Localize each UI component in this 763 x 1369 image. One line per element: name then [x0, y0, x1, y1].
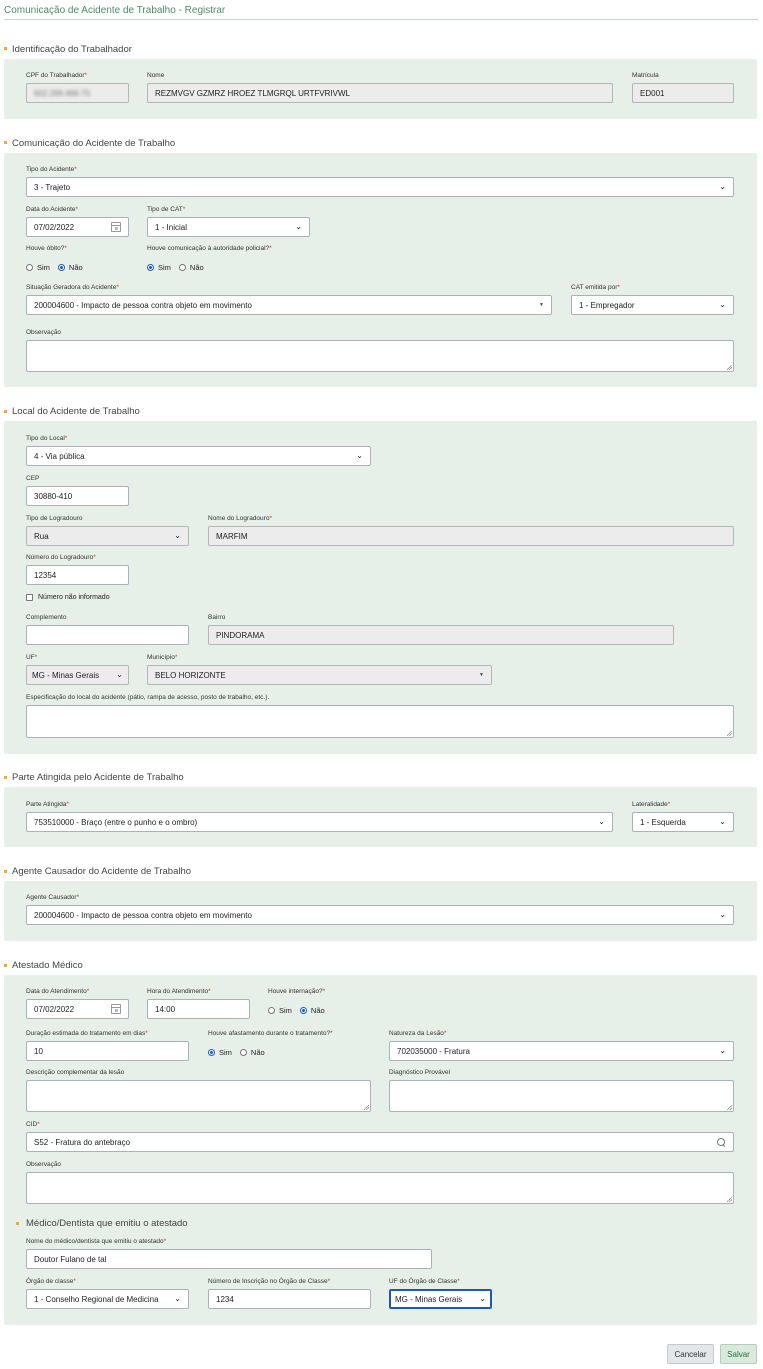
- inscricao-label: Número de Inscrição no Órgão de Classe*: [208, 1278, 331, 1285]
- tipo-local-select[interactable]: 4 - Via pública ⌄: [26, 446, 371, 466]
- section-title-agente: Agente Causador do Acidente de Trabalho: [12, 866, 192, 877]
- descricao-textarea[interactable]: [26, 1080, 371, 1112]
- duracao-input[interactable]: 10: [26, 1041, 189, 1061]
- hora-atendimento-input[interactable]: 14:00: [147, 999, 250, 1019]
- tipo-acidente-label: Tipo do Acidente*: [26, 166, 77, 173]
- chevron-down-icon: ⌄: [719, 910, 726, 919]
- policia-sim-radio[interactable]: [147, 264, 154, 271]
- tipo-cat-label: Tipo de CAT*: [147, 206, 186, 213]
- natureza-select[interactable]: 702035000 - Fratura ⌄: [389, 1041, 734, 1061]
- section-marker: [4, 964, 7, 967]
- chevron-down-icon: ⌄: [295, 222, 302, 231]
- tipo-logradouro-select[interactable]: Rua ⌄: [26, 526, 189, 546]
- uf-orgao-select[interactable]: MG - Minas Gerais ⌄: [389, 1289, 492, 1309]
- chevron-down-icon: ⌄: [719, 182, 726, 191]
- parte-atingida-select[interactable]: 753510000 - Braço (entre o punho e o ombro) ⌄: [26, 812, 613, 832]
- obito-label: Houve óbito?*: [26, 245, 67, 252]
- internacao-label: Houve internação?*: [268, 988, 326, 995]
- afastamento-sim-radio[interactable]: [208, 1049, 215, 1056]
- bairro-input[interactable]: PINDORAMA: [208, 625, 674, 645]
- natureza-label: Natureza da Lesão*: [389, 1030, 447, 1037]
- chevron-down-icon: ⌄: [356, 451, 363, 460]
- section-title-trabalhador: Identificação do Trabalhador: [12, 44, 132, 55]
- hora-atendimento-label: Hora do Atendimento*: [147, 988, 211, 995]
- afastamento-label: Houve afastamento durante o tratamento?*: [208, 1030, 333, 1037]
- complemento-label: Complemento: [26, 614, 67, 621]
- obito-sim-radio[interactable]: [26, 264, 33, 271]
- policia-label: Houve comunicação à autoridade policial?*: [147, 245, 272, 252]
- save-button[interactable]: Salvar: [720, 1344, 757, 1364]
- numero-nao-informado-row: Número não informado: [26, 594, 110, 601]
- obito-radio-group: Sim Não: [26, 263, 83, 272]
- section-marker: [4, 776, 7, 779]
- resize-handle-icon[interactable]: [727, 731, 732, 736]
- cpf-label: CPF do Trabalhador*: [26, 72, 88, 79]
- agente-select[interactable]: 200004600 - Impacto de pessoa contra objeto em movimento ⌄: [26, 905, 734, 925]
- section-title-comunicacao: Comunicação do Acidente de Trabalho: [12, 138, 176, 149]
- observacao-atestado-label: Observação: [26, 1161, 62, 1168]
- cat-emitida-label: CAT emitida por*: [571, 284, 620, 291]
- subsection-title-medico: Médico/Dentista que emitiu o atestado: [26, 1218, 188, 1229]
- chevron-down-icon: ⌄: [719, 1046, 726, 1055]
- cep-input[interactable]: 30880-410: [26, 486, 129, 506]
- situacao-select[interactable]: 200004600 - Impacto de pessoa contra objeto em movimento ▼: [26, 295, 552, 315]
- policia-nao-radio[interactable]: [179, 264, 186, 271]
- municipio-label: Município*: [147, 654, 178, 661]
- policia-radio-group: Sim Não: [147, 263, 204, 272]
- situacao-label: Situação Geradora do Acidente*: [26, 284, 119, 291]
- numero-nao-informado-checkbox[interactable]: [26, 594, 33, 601]
- nome-label: Nome: [147, 72, 165, 79]
- numero-logradouro-input[interactable]: 12354: [26, 565, 129, 585]
- chevron-down-icon: ⌄: [598, 817, 605, 826]
- section-title-atestado: Atestado Médico: [12, 960, 83, 971]
- search-icon[interactable]: [717, 1138, 726, 1147]
- uf-orgao-label: UF do Órgão de Classe*: [389, 1278, 460, 1285]
- tipo-acidente-select[interactable]: 3 - Trajeto ⌄: [26, 177, 734, 197]
- descricao-label: Descrição complementar da lesão: [26, 1069, 125, 1076]
- internacao-radio-group: Sim Não: [268, 1006, 325, 1015]
- medico-nome-input[interactable]: Doutor Fulano de tal: [26, 1249, 432, 1269]
- obito-nao-radio[interactable]: [58, 264, 65, 271]
- nome-field[interactable]: REZMVGV GZMRZ HROEZ TLMGRQL URTFVRIVWL: [147, 83, 613, 103]
- calendar-icon[interactable]: [111, 1004, 121, 1014]
- calendar-icon[interactable]: [111, 222, 121, 232]
- tipo-logradouro-label: Tipo de Logradouro: [26, 515, 83, 522]
- cancel-button[interactable]: Cancelar: [667, 1344, 714, 1364]
- bairro-label: Bairro: [208, 614, 226, 621]
- caret-down-icon: ▼: [539, 302, 544, 308]
- complemento-input[interactable]: [26, 625, 189, 645]
- section-marker: [4, 47, 7, 50]
- data-acidente-input[interactable]: 07/02/2022: [26, 217, 129, 237]
- section-marker: [4, 410, 7, 413]
- cpf-field[interactable]: 602.299.466-70: [26, 83, 129, 103]
- data-atendimento-label: Data do Atendimento*: [26, 988, 90, 995]
- orgao-classe-label: Órgão de classe*: [26, 1278, 76, 1285]
- cid-search-input[interactable]: S52 - Fratura do antebraço: [26, 1132, 734, 1152]
- orgao-classe-select[interactable]: 1 - Conselho Regional de Medicina ⌄: [26, 1289, 189, 1309]
- section-marker: [4, 141, 7, 144]
- cat-emitida-select[interactable]: 1 - Empregador ⌄: [571, 295, 734, 315]
- chevron-down-icon: ⌄: [174, 531, 181, 540]
- parte-atingida-label: Parte Atingida*: [26, 801, 70, 808]
- subsection-marker: [16, 1222, 19, 1225]
- agente-label: Agente Causador*: [26, 894, 80, 901]
- lateralidade-select[interactable]: 1 - Esquerda ⌄: [632, 812, 734, 832]
- numero-logradouro-label: Número do Logradouro*: [26, 554, 96, 561]
- observacao-label: Observação: [26, 329, 62, 336]
- resize-handle-icon[interactable]: [727, 365, 732, 370]
- page-title: Comunicação de Acidente de Trabalho - Registrar: [4, 5, 226, 16]
- nome-logradouro-input[interactable]: MARFIM: [208, 526, 734, 546]
- resize-handle-icon[interactable]: [364, 1105, 369, 1110]
- observacao-textarea[interactable]: [26, 340, 734, 372]
- cep-label: CEP: [26, 475, 40, 482]
- chevron-down-icon: ⌄: [719, 300, 726, 309]
- nome-logradouro-label: Nome do Logradouro*: [208, 515, 272, 522]
- resize-handle-icon[interactable]: [727, 1197, 732, 1202]
- cid-label: CID*: [26, 1121, 40, 1128]
- section-title-local: Local do Acidente de Trabalho: [12, 406, 140, 417]
- afastamento-radio-group: Sim Não: [208, 1048, 265, 1057]
- inscricao-input[interactable]: 1234: [208, 1289, 371, 1309]
- diagnostico-textarea[interactable]: [389, 1080, 734, 1112]
- chevron-down-icon: ⌄: [479, 1294, 486, 1303]
- data-atendimento-input[interactable]: 07/02/2022: [26, 999, 129, 1019]
- chevron-down-icon: ⌄: [116, 670, 123, 679]
- especificacao-textarea[interactable]: [26, 705, 734, 738]
- afastamento-nao-radio[interactable]: [240, 1049, 247, 1056]
- resize-handle-icon[interactable]: [727, 1105, 732, 1110]
- tipo-local-label: Tipo do Local*: [26, 435, 68, 442]
- internacao-sim-radio[interactable]: [268, 1007, 275, 1014]
- especificacao-label: Especificação do local do acidente (pátio, rampa de acesso, posto de trabalho, etc.).: [26, 694, 270, 701]
- medico-nome-label: Nome do médico/dentista que emitiu o atestado*: [26, 1238, 167, 1245]
- diagnostico-label: Diagnóstico Provável: [389, 1069, 451, 1076]
- chevron-down-icon: ⌄: [719, 817, 726, 826]
- caret-down-icon: ▼: [479, 672, 484, 678]
- section-marker: [4, 870, 7, 873]
- uf-select[interactable]: MG - Minas Gerais ⌄: [26, 665, 129, 685]
- observacao-atestado-textarea[interactable]: [26, 1172, 734, 1204]
- lateralidade-label: Lateralidade*: [632, 801, 671, 808]
- title-divider: [4, 19, 758, 20]
- chevron-down-icon: ⌄: [174, 1294, 181, 1303]
- municipio-select[interactable]: BELO HORIZONTE ▼: [147, 665, 492, 685]
- uf-label: UF*: [26, 654, 38, 661]
- internacao-nao-radio[interactable]: [300, 1007, 307, 1014]
- matricula-field[interactable]: ED001: [632, 83, 734, 103]
- tipo-cat-select[interactable]: 1 - Inicial ⌄: [147, 217, 310, 237]
- section-title-parte: Parte Atingida pelo Acidente de Trabalho: [12, 772, 184, 783]
- duracao-label: Duração estimada do tratamento em dias*: [26, 1030, 148, 1037]
- matricula-label: Matrícula: [632, 72, 659, 79]
- data-acidente-label: Data do Acidente*: [26, 206, 79, 213]
